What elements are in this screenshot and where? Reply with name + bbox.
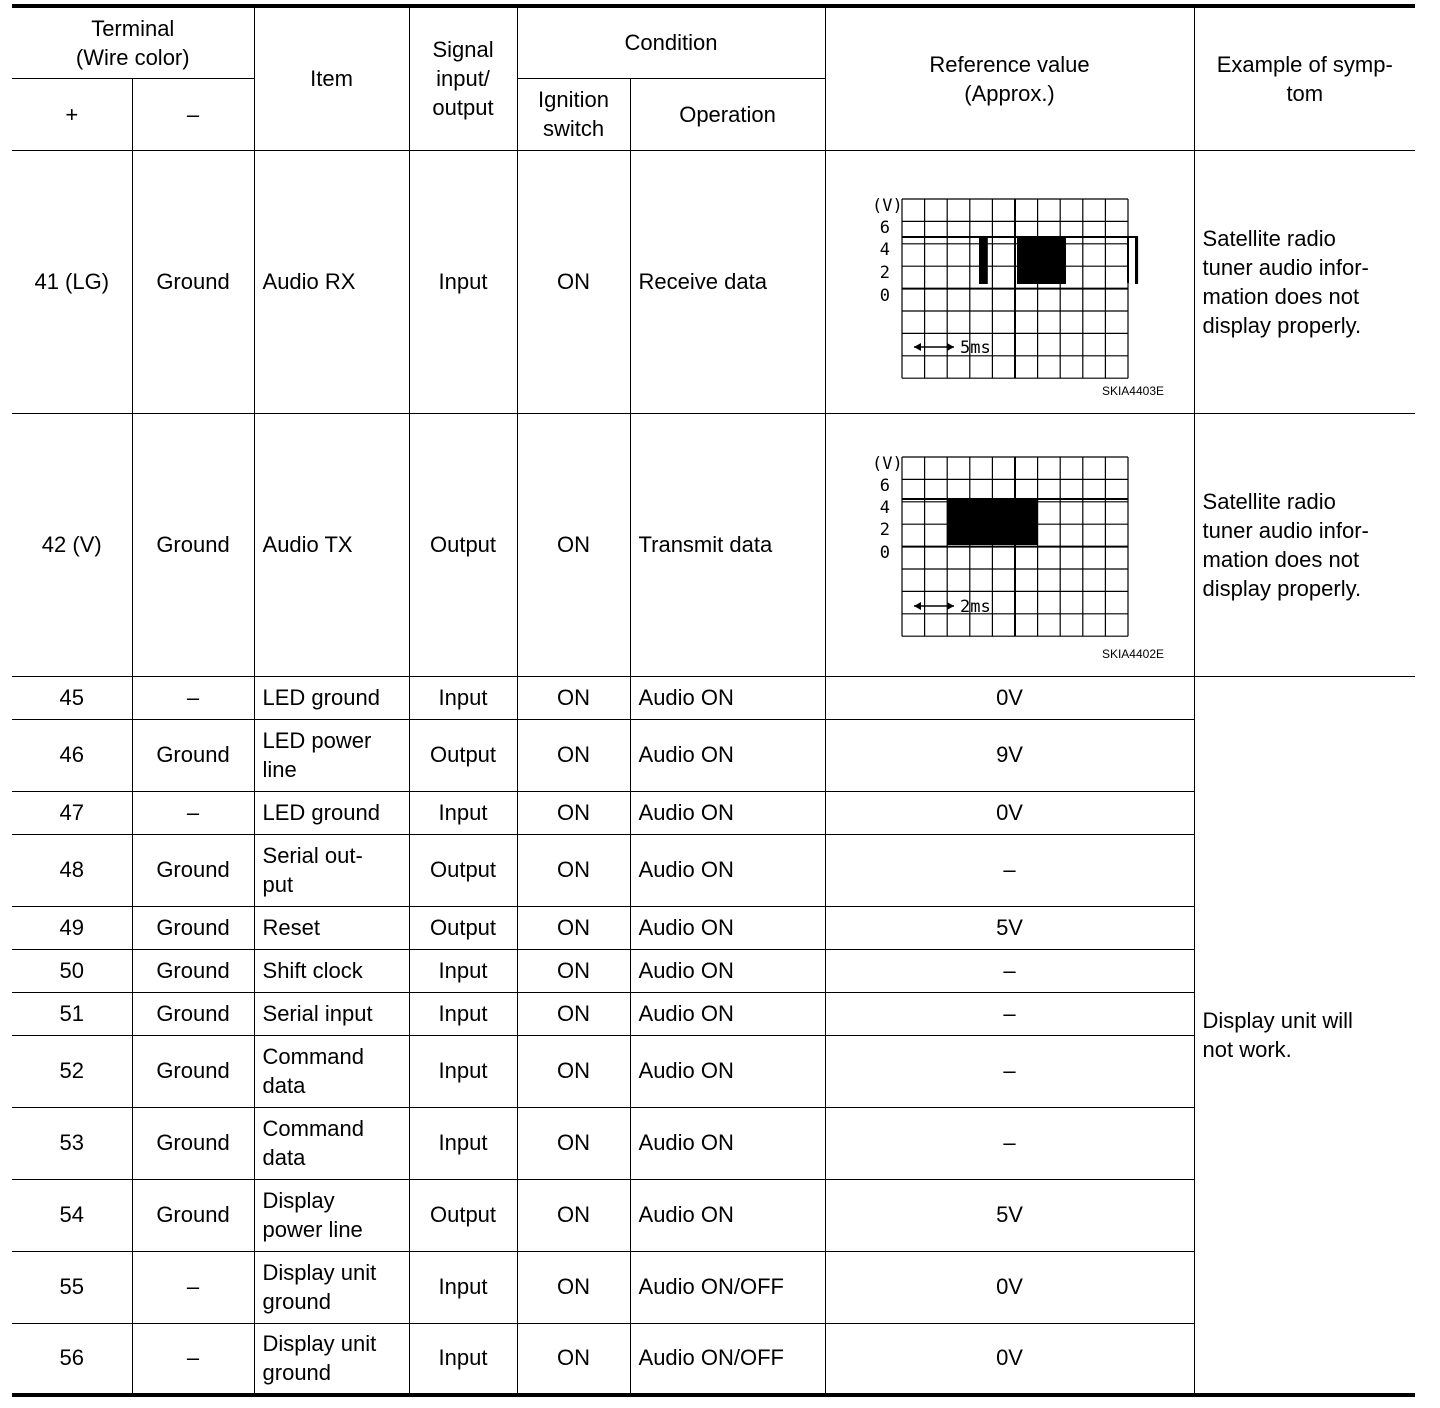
table-row [12, 413, 1415, 676]
item: LED power line [254, 719, 409, 791]
signal: Input [409, 1035, 517, 1107]
signal: Input [409, 676, 517, 719]
signal: Output [409, 1179, 517, 1251]
terminal-plus: 48 [12, 834, 132, 906]
signal: Input [409, 1107, 517, 1179]
operation: Audio ON [630, 1179, 825, 1251]
symptom: Satellite radio tuner audio infor- mation does not display properly. [1194, 413, 1415, 676]
terminal-minus: Ground [132, 719, 254, 791]
signal: Output [409, 906, 517, 949]
reference-value: 0V [825, 1323, 1194, 1395]
wave-tick-6: 6 [879, 217, 890, 238]
terminal-plus: 56 [12, 1323, 132, 1395]
terminal-plus: 51 [12, 992, 132, 1035]
wave-tick-0: 0 [879, 285, 890, 306]
terminal-minus: Ground [132, 834, 254, 906]
wave-unit: (V) [871, 195, 903, 216]
ignition: ON [517, 1251, 630, 1323]
reference-value: – [825, 1035, 1194, 1107]
reference-value: 0V [825, 791, 1194, 834]
symptom-shared: Display unit will not work. [1194, 676, 1415, 1395]
figure-id: SKIA4402E [1101, 646, 1164, 661]
reference-value: – [825, 949, 1194, 992]
operation: Audio ON [630, 676, 825, 719]
ignition: ON [517, 791, 630, 834]
reference-value: – [825, 992, 1194, 1035]
table-row [12, 150, 1415, 413]
signal: Input [409, 150, 517, 413]
time-scale-marker [914, 602, 954, 610]
operation: Audio ON [630, 992, 825, 1035]
wave-tick-2: 2 [879, 519, 890, 540]
terminal-plus: 49 [12, 906, 132, 949]
operation: Audio ON [630, 834, 825, 906]
terminal-minus: – [132, 1251, 254, 1323]
terminal-minus: Ground [132, 150, 254, 413]
terminal-plus: 50 [12, 949, 132, 992]
terminal-minus: – [132, 676, 254, 719]
operation: Audio ON [630, 1035, 825, 1107]
operation: Transmit data [630, 413, 825, 676]
operation: Audio ON/OFF [630, 1323, 825, 1395]
header-signal: Signal input/ output [409, 6, 517, 150]
reference-value: 0V [825, 676, 1194, 719]
ignition: ON [517, 906, 630, 949]
time-scale-label: 5ms [959, 337, 991, 358]
reference-waveform [825, 413, 1194, 676]
table-row [12, 676, 1415, 719]
terminal-plus: 47 [12, 791, 132, 834]
signal: Input [409, 1251, 517, 1323]
operation: Audio ON [630, 719, 825, 791]
terminal-minus: Ground [132, 992, 254, 1035]
symptom: Satellite radio tuner audio infor- mation does not display properly. [1194, 150, 1415, 413]
header-item: Item [254, 6, 409, 150]
header-ignition: Ignition switch [517, 78, 630, 150]
wave-tick-4: 4 [879, 239, 890, 260]
item: Serial out- put [254, 834, 409, 906]
reference-value: – [825, 834, 1194, 906]
operation: Audio ON [630, 906, 825, 949]
ignition: ON [517, 949, 630, 992]
item: LED ground [254, 791, 409, 834]
terminal-minus: Ground [132, 413, 254, 676]
ignition: ON [517, 834, 630, 906]
item: Command data [254, 1107, 409, 1179]
terminal-plus: 53 [12, 1107, 132, 1179]
terminal-plus: 54 [12, 1179, 132, 1251]
item: Shift clock [254, 949, 409, 992]
operation: Receive data [630, 150, 825, 413]
header-minus: – [132, 78, 254, 150]
item: Display power line [254, 1179, 409, 1251]
time-scale-marker [914, 343, 954, 351]
ignition: ON [517, 676, 630, 719]
header-plus: + [12, 78, 132, 150]
wave-grid [902, 199, 1128, 378]
signal: Output [409, 413, 517, 676]
reference-value: 5V [825, 1179, 1194, 1251]
terminal-minus: – [132, 791, 254, 834]
ignition: ON [517, 413, 630, 676]
header-reference: Reference value (Approx.) [825, 6, 1194, 150]
header-symptom: Example of symp- tom [1194, 6, 1415, 150]
ignition: ON [517, 992, 630, 1035]
item: Display unit ground [254, 1323, 409, 1395]
ignition: ON [517, 150, 630, 413]
reference-value: – [825, 1107, 1194, 1179]
wave-unit: (V) [871, 453, 903, 474]
signal: Input [409, 949, 517, 992]
item: Reset [254, 906, 409, 949]
terminal-plus: 46 [12, 719, 132, 791]
figure-id: SKIA4403E [1101, 383, 1164, 398]
terminal-plus: 55 [12, 1251, 132, 1323]
signal: Output [409, 834, 517, 906]
waveform-figure-tx [826, 414, 1194, 676]
wave-tick-4: 4 [879, 497, 890, 518]
reference-value: 9V [825, 719, 1194, 791]
signal: Input [409, 791, 517, 834]
wave-tick-2: 2 [879, 262, 890, 283]
terminal-plus: 41 (LG) [12, 150, 132, 413]
terminal-minus: Ground [132, 906, 254, 949]
terminal-minus: Ground [132, 1179, 254, 1251]
reference-value: 5V [825, 906, 1194, 949]
reference-waveform [825, 150, 1194, 413]
wave-tick-0: 0 [879, 542, 890, 563]
terminal-spec-table [12, 4, 1415, 1397]
operation: Audio ON/OFF [630, 1251, 825, 1323]
terminal-minus: – [132, 1323, 254, 1395]
terminal-minus: Ground [132, 1035, 254, 1107]
item: Audio TX [254, 413, 409, 676]
ignition: ON [517, 1323, 630, 1395]
wave-tick-6: 6 [879, 475, 890, 496]
ignition: ON [517, 719, 630, 791]
terminal-plus: 45 [12, 676, 132, 719]
item: Serial input [254, 992, 409, 1035]
item: Audio RX [254, 150, 409, 413]
operation: Audio ON [630, 1107, 825, 1179]
wave-trace [902, 499, 1128, 544]
ignition: ON [517, 1107, 630, 1179]
time-scale-label: 2ms [959, 596, 991, 617]
item: LED ground [254, 676, 409, 719]
header-condition: Condition [517, 6, 825, 78]
item: Command data [254, 1035, 409, 1107]
wave-grid [902, 457, 1128, 636]
terminal-plus: 42 (V) [12, 413, 132, 676]
operation: Audio ON [630, 791, 825, 834]
waveform-figure-rx [826, 151, 1194, 413]
terminal-minus: Ground [132, 949, 254, 992]
signal: Input [409, 1323, 517, 1395]
header-terminal: Terminal (Wire color) [12, 6, 254, 78]
header-operation: Operation [630, 78, 825, 150]
reference-value: 0V [825, 1251, 1194, 1323]
signal: Output [409, 719, 517, 791]
terminal-minus: Ground [132, 1107, 254, 1179]
item: Display unit ground [254, 1251, 409, 1323]
ignition: ON [517, 1179, 630, 1251]
operation: Audio ON [630, 949, 825, 992]
ignition: ON [517, 1035, 630, 1107]
signal: Input [409, 992, 517, 1035]
terminal-plus: 52 [12, 1035, 132, 1107]
